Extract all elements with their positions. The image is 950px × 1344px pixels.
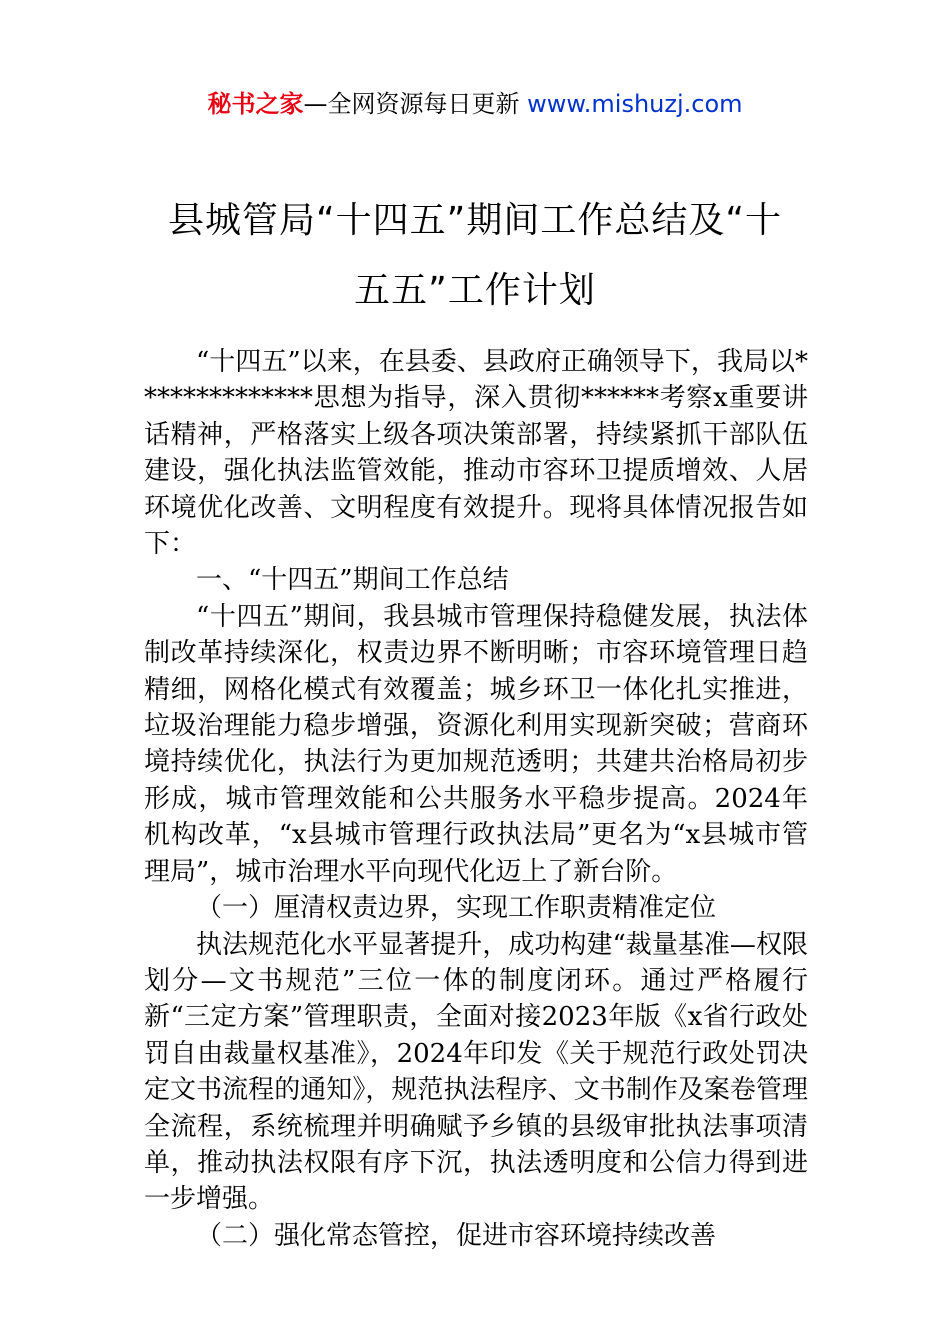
document-title-line-1: 县城管局“十四五”期间工作总结及“十 [168, 200, 782, 241]
site-brand: 秘书之家 [207, 90, 304, 118]
document-body [144, 344, 808, 1254]
section-heading-1: 一、“十四五”期间工作总结 [196, 565, 509, 596]
site-url-link[interactable]: www.mishuzj.com [527, 90, 743, 118]
subsection-1-paragraph: 执法规范化水平显著提升，成功构建“裁量基准—权限划分—文书规范”三位一体的制度闭环。通过严格履行新“三定方案”管理职责，全面对接2023年版《x省行政处罚自由裁量权基准》，2024年印发《关于规范行政处罚决定文书流程的通知》，规范执法程序、文书制作及案卷管理全流程，系统梳理并明确赋予乡镇的县级审批执法事项清单，推动执法权限有序下沉，执法透明度和公信力得到进一步增强。 [144, 929, 808, 1215]
document-title [140, 186, 810, 326]
subsection-heading-1: （一）厘清权责边界，实现工作职责精准定位 [196, 893, 717, 924]
site-header [0, 84, 950, 124]
summary-paragraph: “十四五”期间，我县城市管理保持稳健发展，执法体制改革持续深化，权责边界不断明晰；市容环境管理日趋精细，网格化模式有效覆盖；城乡环卫一体化扎实推进，垃圾治理能力稳步增强，资源化利用实现新突破；营商环境持续优化，执法行为更加规范透明；共建共治格局初步形成，城市管理效能和公共服务水平稳步提高。2024年机构改革，“x县城市管理行政执法局”更名为“x县城市管理局”，城市治理水平向现代化迈上了新台阶。 [144, 601, 808, 887]
site-tagline: —全网资源每日更新 [303, 90, 528, 118]
subsection-heading-2: （二）强化常态管控，促进市容环境持续改善 [196, 1220, 717, 1251]
document-title-line-2: 五五”工作计划 [354, 270, 596, 311]
intro-paragraph: “十四五”以来，在县委、县政府正确领导下，我局以**************思想为指导，深入贯彻******考察x重要讲话精神，严格落实上级各项决策部署，持续紧抓干部队伍建设，强化执法监管效能，推动市容环卫提质增效、人居环境优化改善、文明程度有效提升。现将具体情况报告如下： [144, 347, 808, 560]
